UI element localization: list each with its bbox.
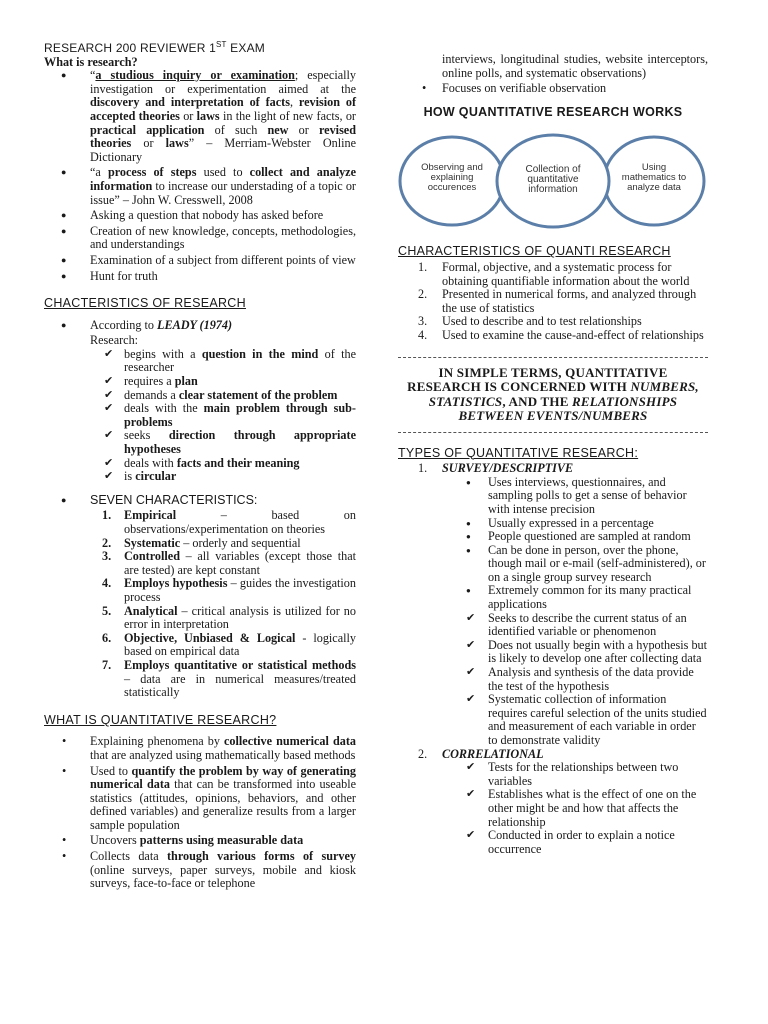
seven-characteristics-label-list: [44, 494, 356, 508]
list-item: 4. Employs hypothesis – guides the investigation process: [102, 576, 356, 604]
list-item: 2. Presented in numerical forms, and analyzed through the use of statistics: [418, 287, 697, 315]
list-item: 5. Analytical – critical analysis is utilized for no error in interpretation: [102, 603, 356, 632]
research-definitions-list: [44, 69, 356, 283]
list-item: 3. Controlled – all variables (except those that are tested) are kept constant: [102, 549, 356, 577]
check-item: ✔ Establishes what is the effect of one on the other might be and how that affects the relationship: [398, 788, 708, 829]
check-item: ✔ deals with facts and their meaning: [90, 457, 356, 471]
left-column: [44, 38, 356, 893]
quanti-chars-list: [398, 261, 708, 343]
check-item: ✔ deals with the main problem through sub-problems: [90, 402, 356, 429]
leady-checklist: [44, 348, 356, 484]
check-item: ✔ Does not usually begin with a hypothesis but is likely to develop one after collecting data: [398, 639, 708, 666]
list-item: ● According to LEADY (1974): [44, 319, 356, 333]
check-item: ✔ Systematic collection of information requires careful selection of the units studied and measurement of each variable in order to demonstrate validity: [398, 693, 708, 747]
verifiable-list: [398, 82, 708, 96]
what-is-quanti-heading: WHAT IS QUANTITATIVE RESEARCH?: [44, 712, 277, 727]
list-item-survey: 1. SURVEY/DESCRIPTIVE: [418, 461, 574, 476]
list-item: • Uncovers patterns using measurable data: [44, 834, 356, 848]
list-item: ● Can be done in person, over the phone, though mail or e-mail (self-administered), or on a single group survey research: [398, 544, 708, 585]
list-item: • Used to quantify the problem by way of generating numerical data that can be transformed into useable statistics (attitudes, opinions, behaviors, and other defined variables) and generalize results from a larger sample population: [44, 765, 356, 833]
right-column: [398, 53, 708, 856]
types-list-2: [398, 748, 708, 762]
list-item: ● “a studious inquiry or examination; especially investigation or experimentation aimed at the discovery and interpretation of facts, revision of accepted theories or laws in the light of new facts, or practical application of such new or revised theories or laws” – Merriam-Webster Online Dictionary: [44, 69, 356, 164]
divider-bottom: [398, 432, 708, 433]
list-item: 6. Objective, Unbiased & Logical - logically based on empirical data: [102, 630, 356, 659]
check-item: ✔ is circular: [90, 470, 356, 484]
quanti-chars-heading: CHARACTERISTICS OF QUANTI RESEARCH: [398, 244, 671, 259]
types-list: [398, 462, 708, 476]
list-item: 7. Employs quantitative or statistical methods – data are in numerical measures/treated statistically: [102, 657, 356, 700]
step-label-3: Using mathematics to analyze data: [621, 162, 687, 194]
list-item: 2. Systematic – orderly and sequential: [102, 535, 301, 550]
check-item: ✔ Seeks to describe the current status of an identified variable or phenomenon: [398, 612, 708, 639]
list-item: 1. Formal, objective, and a systematic process for obtaining quantifiable information about the world: [418, 259, 690, 288]
list-item: ● Examination of a subject from different points of view: [44, 254, 356, 268]
list-item: ● “a process of steps used to collect and analyze information to increase our understading of a topic or issue” – John W. Cresswell, 2008: [44, 166, 356, 207]
divider-top: [398, 357, 708, 358]
research-label: Research:: [90, 333, 139, 348]
list-item-correlational: 2. CORRELATIONAL: [418, 746, 544, 761]
survey-checks-list: [398, 612, 708, 748]
characteristics-heading: CHACTERISTICS OF RESEARCH: [44, 296, 246, 311]
list-item: • Collects data through various forms of survey (online surveys, paper surveys, mobile and kiosk surveys, face-to-face or telephone: [44, 850, 356, 891]
list-item: 3. Used to describe and to test relationships: [418, 314, 642, 329]
survey-continued-text: interviews, longitudinal studies, website interceptors, online polls, and systematic observations): [442, 52, 708, 80]
check-item: ✔ Conducted in order to explain a notice occurrence: [398, 829, 708, 856]
check-item: ✔ begins with a question in the mind of the researcher: [90, 348, 356, 375]
list-item: 4. Used to examine the cause-and-effect of relationships: [418, 327, 704, 342]
list-item: • Focuses on verifiable observation: [398, 82, 708, 96]
list-item: ● Creation of new knowledge, concepts, methodologies, and understandings: [44, 225, 356, 252]
list-item: ● Asking a question that nobody has asked before: [44, 209, 356, 223]
check-item: ✔ seeks direction through appropriate hypotheses: [90, 429, 356, 456]
correlational-checks-list: [398, 761, 708, 856]
step-label-1: Observing and explaining occurences: [421, 162, 483, 194]
list-item: ● Hunt for truth: [44, 270, 356, 284]
list-item: 1. Empirical – based on observations/experimentation on theories: [102, 508, 356, 536]
list-item: ● Usually expressed in a percentage: [398, 517, 708, 531]
what-is-quanti-list: [44, 735, 356, 891]
leady-list: [44, 319, 356, 333]
survey-dots-list: [398, 476, 708, 612]
list-item: ● Uses interviews, questionnaires, and sampling polls to get a sense of behavior with intense precision: [398, 476, 708, 517]
list-item: ● People questioned are sampled at random: [398, 530, 708, 544]
check-item: ✔ Analysis and synthesis of the data provide the test of the hypothesis: [398, 666, 708, 693]
how-works-diagram: [398, 127, 708, 237]
list-item: ● Extremely common for its many practical applications: [398, 584, 708, 611]
types-heading: TYPES OF QUANTITATIVE RESEARCH:: [398, 445, 639, 460]
seven-characteristics-list: [44, 509, 356, 699]
check-item: ✔ requires a plan: [90, 375, 356, 389]
document-title: RESEARCH 200 REVIEWER 1ST EXAM: [44, 40, 265, 55]
simple-terms-callout: IN SIMPLE TERMS, QUANTITATIVE RESEARCH IS CONCERNED WITH NUMBERS, STATISTICS, AND THE RELATIONSHIPS BETWEEN EVENTS/NUMBERS: [407, 364, 699, 424]
list-item: • Explaining phenomena by collective numerical data that are analyzed using mathematically based methods: [44, 735, 356, 762]
check-item: ✔ demands a clear statement of the problem: [90, 389, 356, 403]
step-label-2: Collection of quantitative information: [525, 164, 581, 196]
seven-characteristics-label: ● SEVEN CHARACTERISTICS:: [44, 494, 356, 508]
check-item: ✔ Tests for the relationships between two variables: [398, 761, 708, 788]
how-works-heading: HOW QUANTITATIVE RESEARCH WORKS: [423, 104, 683, 119]
what-is-research-heading: What is research?: [44, 54, 138, 69]
